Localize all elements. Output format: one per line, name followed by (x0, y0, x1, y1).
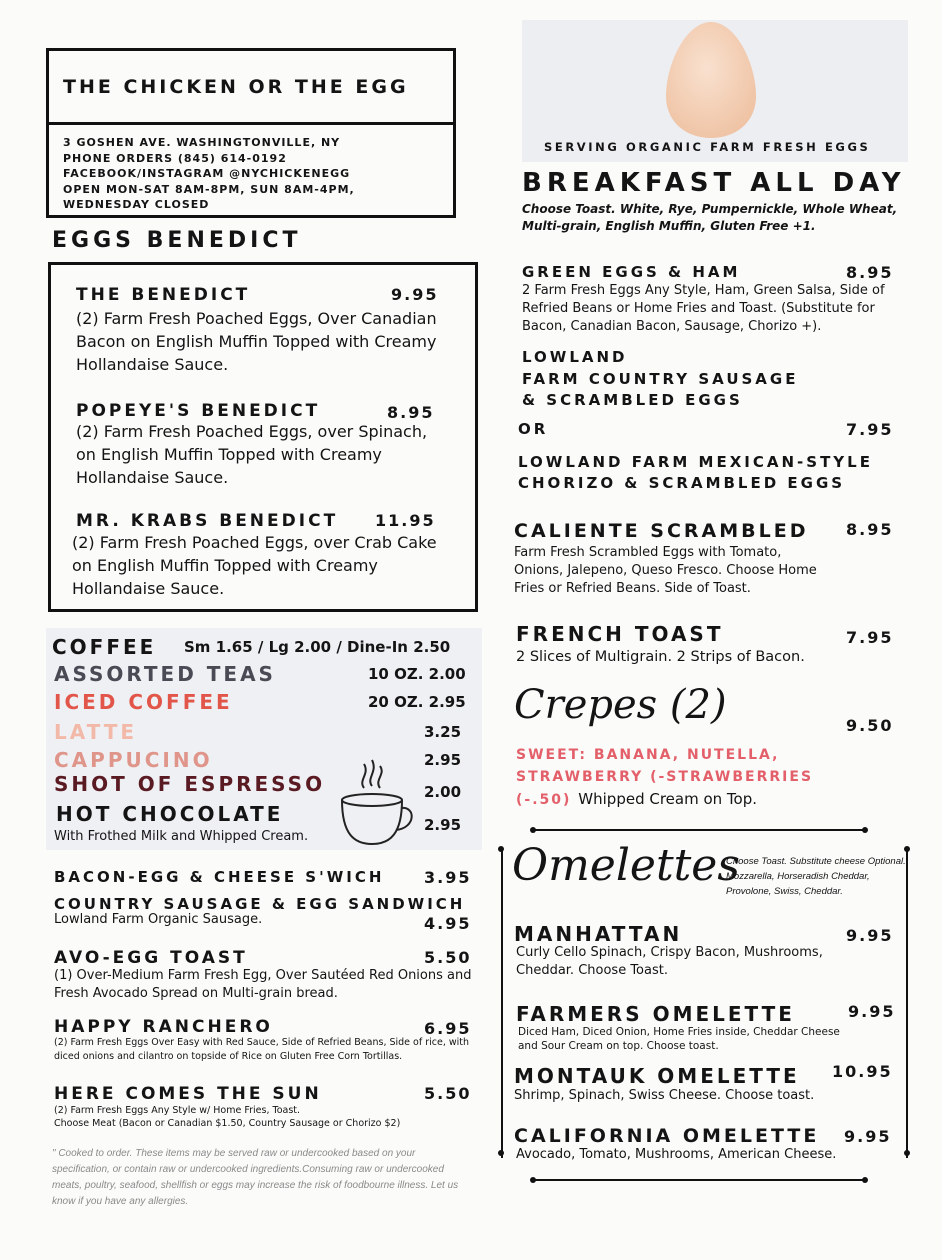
menu-item-desc: 2 Slices of Multigrain. 2 Strips of Bacon. (516, 649, 805, 665)
breakfast-title: BREAKFAST ALL DAY (522, 168, 906, 198)
crepes-title: Crepes (2) (514, 682, 727, 728)
drink-price: Sm 1.65 / Lg 2.00 / Dine-In 2.50 (184, 638, 451, 656)
benedict-box (48, 262, 478, 612)
drink-note: With Frothed Milk and Whipped Cream. (54, 829, 309, 844)
menu-item-desc: 2 Farm Fresh Eggs Any Style, Ham, Green Salsa, Side of Refried Beans or Home Fries and Toast. (Substitute for Bacon, Canadian Bacon, Sausage, Chorizo +). (522, 283, 885, 334)
benedict-price: 9.95 (391, 285, 439, 304)
crepes-sweet (516, 744, 836, 811)
crepes-sweet-text: SWEET: BANANA, NUTELLA, STRAWBERRY (-STRAWBERRIES (-.50) (516, 747, 814, 808)
box-corner (498, 1150, 504, 1156)
menu-item-desc: Curly Cello Spinach, Crispy Bacon, Mushrooms, Cheddar. Choose Toast. (516, 945, 823, 978)
benedict-desc: (2) Farm Fresh Poached Eggs, over Crab Cake on English Muffin Topped with Creamy Hollandaise Sauce. (72, 533, 437, 598)
menu-item-price: 3.95 (424, 868, 472, 887)
breakfast-subtitle: Choose Toast. White, Rye, Pumpernickle, Whole Wheat, Multi-grain, English Muffin, Gluten Free +1. (522, 202, 898, 233)
coffee-cup-icon (336, 758, 418, 850)
drink-name: SHOT OF ESPRESSO (54, 772, 326, 796)
benedict-desc: (2) Farm Fresh Poached Eggs, over Spinach, on English Muffin Topped with Creamy Hollandaise Sauce. (76, 422, 428, 487)
drink-price: 2.95 (424, 751, 462, 769)
benedict-name: MR. KRABS BENEDICT (76, 511, 339, 531)
drink-price: 3.25 (424, 723, 462, 741)
drink-name: ASSORTED TEAS (54, 662, 276, 686)
box-corner (498, 846, 504, 852)
lowland-line: LOWLAND (522, 348, 628, 366)
drink-name: CAPPUCINO (54, 748, 213, 772)
social: FACEBOOK/INSTAGRAM @NYCHICKENEGG (63, 167, 351, 180)
box-corner (904, 1150, 910, 1156)
divider-end (862, 827, 868, 833)
menu-item-name: BACON-EGG & CHEESE S'WICH (54, 868, 385, 886)
menu-item-price: 9.95 (844, 1127, 892, 1146)
drink-price: 10 OZ. 2.00 (368, 665, 466, 683)
menu-item-name: AVO-EGG TOAST (54, 948, 248, 968)
benedict-name: THE BENEDICT (76, 285, 251, 305)
food-disclaimer: " Cooked to order. These items may be served raw or undercooked based on your specification, or contain raw or undercooked ingredients.Consuming raw or undercooked meats, poultry, seafood, shellfish or eggs may increase the risk of foodbourne illness. Let us know if you have any allergies. (52, 1148, 459, 1207)
menu-item-price: 8.95 (846, 520, 894, 539)
egg-icon (664, 20, 758, 140)
drink-price: 2.00 (424, 783, 462, 801)
lowland-line: & SCRAMBLED EGGS (522, 391, 743, 409)
menu-item-price: 7.95 (846, 420, 894, 439)
menu-item-desc: Diced Ham, Diced Onion, Home Fries inside, Cheddar Cheese and Sour Cream on top. Choose toast. (518, 1026, 840, 1052)
restaurant-header (46, 48, 456, 218)
omelettes-title: Omelettes (512, 840, 740, 891)
address: 3 GOSHEN AVE. WASHINGTONVILLE, NY (63, 136, 341, 149)
title-row (49, 51, 453, 125)
menu-item-price: 10.95 (832, 1062, 893, 1081)
drink-name: HOT CHOCOLATE (56, 802, 284, 826)
crepes-topping: Whipped Cream on Top. (578, 790, 758, 808)
menu-item-price: 9.50 (846, 716, 894, 735)
menu-item-desc: (2) Farm Fresh Eggs Over Easy with Red Sauce, Side of Refried Beans, Side of rice, with diced onions and cilantro on topside of Rice on Gluten Free Corn Tortillas. (54, 1037, 470, 1062)
hours: OPEN MON-SAT 8AM-8PM, SUN 8AM-4PM, (63, 182, 355, 196)
menu-item-desc: (2) Farm Fresh Eggs Any Style w/ Home Fries, Toast. (54, 1105, 301, 1116)
menu-item-price: 6.95 (424, 1019, 472, 1038)
lowland-line: CHORIZO & SCRAMBLED EGGS (518, 474, 846, 492)
benedict-price: 8.95 (387, 403, 435, 422)
omelettes-note: Choose Toast. Substitute cheese Optional. Mozzarella, Horseradish Cheddar, Provolone, Swiss, Cheddar. (726, 856, 906, 897)
banner-tagline: SERVING ORGANIC FARM FRESH EGGS (544, 140, 871, 154)
closed-day: WEDNESDAY CLOSED (63, 198, 210, 211)
menu-item-price: 8.95 (846, 263, 894, 282)
benedict-title: EGGS BENEDICT (52, 228, 302, 253)
menu-item-name: FARMERS OMELETTE (516, 1002, 795, 1026)
menu-item-desc-extra: Choose Meat (Bacon or Canadian $1.50, Country Sausage or Chorizo $2) (54, 1118, 401, 1129)
divider (534, 829, 866, 831)
drink-name: COFFEE (52, 635, 157, 659)
benedict-price: 11.95 (375, 511, 436, 530)
menu-item-name: HAPPY RANCHERO (54, 1017, 273, 1037)
menu-item-name: MONTAUK OMELETTE (514, 1064, 800, 1088)
drink-name: ICED COFFEE (54, 690, 233, 714)
lowland-or: OR (518, 420, 549, 438)
drink-price: 20 OZ. 2.95 (368, 693, 466, 711)
divider-end (530, 827, 536, 833)
divider-end (530, 1177, 536, 1183)
restaurant-name: THE CHICKEN OR THE EGG (63, 75, 409, 98)
menu-item-name: FRENCH TOAST (516, 622, 724, 646)
benedict-desc: (2) Farm Fresh Poached Eggs, Over Canadian Bacon on English Muffin Topped with Creamy Hollandaise Sauce. (76, 309, 437, 374)
benedict-name: POPEYE'S BENEDICT (76, 401, 321, 421)
phone: PHONE ORDERS (845) 614-0192 (63, 151, 287, 165)
menu-item-desc: (1) Over-Medium Farm Fresh Egg, Over Sautéed Red Onions and Fresh Avocado Spread on Multi-grain bread. (54, 968, 472, 1001)
menu-item-name: CALIFORNIA OMELETTE (514, 1125, 820, 1147)
menu-item-name: COUNTRY SAUSAGE & EGG SANDWICH (54, 895, 466, 913)
drink-name: LATTE (54, 720, 138, 744)
divider-end (862, 1177, 868, 1183)
menu-item-name: CALIENTE SCRAMBLED (514, 520, 809, 542)
menu-item-price: 7.95 (846, 628, 894, 647)
menu-item-desc: Avocado, Tomato, Mushrooms, American Cheese. (516, 1147, 837, 1162)
menu-item-desc: Shrimp, Spinach, Swiss Cheese. Choose toast. (514, 1088, 815, 1103)
egg-banner (522, 20, 908, 162)
menu-item-price: 5.50 (424, 948, 472, 967)
menu-item-price: 9.95 (846, 926, 894, 945)
menu-item-desc: Farm Fresh Scrambled Eggs with Tomato, Onions, Jalepeno, Queso Fresco. Choose Home Fries or Refried Beans. Side of Toast. (514, 545, 817, 596)
menu-item-price: 4.95 (424, 914, 472, 933)
menu-item-name: MANHATTAN (514, 922, 683, 946)
restaurant-info (49, 125, 453, 213)
lowland-line: LOWLAND FARM MEXICAN-STYLE (518, 453, 873, 471)
menu-item-price: 5.50 (424, 1084, 472, 1103)
drink-price: 2.95 (424, 816, 462, 834)
menu-item-desc: Lowland Farm Organic Sausage. (54, 912, 263, 927)
box-corner (904, 846, 910, 852)
lowland-line: FARM COUNTRY SAUSAGE (522, 370, 799, 388)
menu-item-price: 9.95 (848, 1002, 896, 1021)
menu-item-name: GREEN EGGS & HAM (522, 263, 741, 281)
menu-item-name: HERE COMES THE SUN (54, 1084, 322, 1104)
divider (534, 1179, 866, 1181)
